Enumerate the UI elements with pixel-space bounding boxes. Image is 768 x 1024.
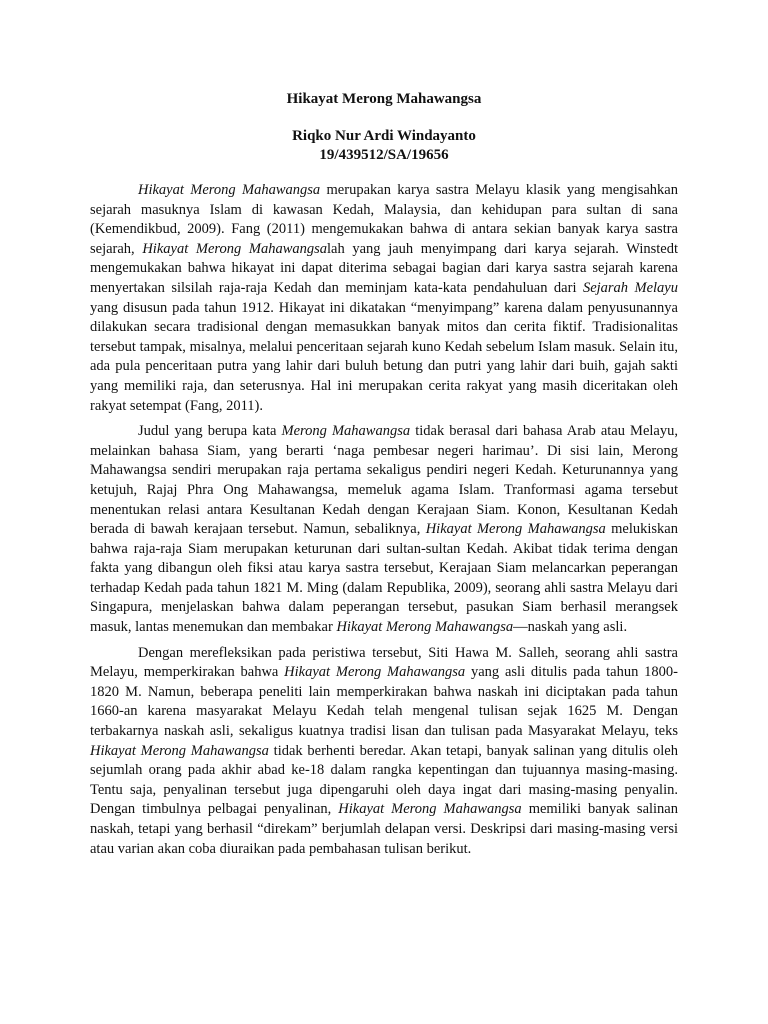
paragraph [90,422,678,638]
text-segment: merupakan karya sastra Melayu klasik yang mengisahkan sejarah masuknya Islam di kawasan Kedah, Malaysia, dan kehidupan para sultan di sana (Kemendikbud, 2009). Fang (2011) mengemukakan bahwa di antara sekian banyak karya sastra sejarah, [90,182,678,257]
italic-text-segment: Hikayat Merong Mahawangsa [338,801,522,818]
author-student-id: 19/439512/SA/19656 [319,147,449,163]
author-name: Riqko Nur Ardi Windayanto [292,128,476,144]
paragraph [90,181,678,416]
italic-text-segment: Hikayat Merong Mahawangsa [90,742,269,759]
italic-text-segment: Merong Mahawangsa [281,423,411,440]
paragraph [90,644,678,860]
text-segment: lah yang jauh menyimpang dari karya sejarah. Winstedt mengemukakan bahwa hikayat ini dapat diterima sebagai bagian dari karya sastra sejarah karena menyertakan silsilah raja-raja Kedah dan meminjam kata-kata pendahuluan dari [90,240,678,296]
italic-text-segment: Hikayat Merong Mahawangsa [284,664,466,681]
text-segment: tidak berhenti beredar. Akan tetapi, banyak salinan yang ditulis oleh sejumlah orang pada akhir abad ke-18 dalam rangka kepentingan dan tujuannya masing-masing. Tentu saja, penyalinan tersebut juga dipengaruhi oleh daya ingat dari masing-masing penyalin. Dengan timbulnya pelbagai penyalinan, [90,742,678,818]
text-segment: Judul yang berupa kata [138,423,282,440]
text-segment: melukiskan bahwa raja-raja Siam merupakan keturunan dari sultan-sultan Kedah. Akibat tidak terima dengan fakta yang dibangun oleh fiksi atau karya sastra tersebut, Kerajaan Siam melancarkan peperangan terhadap Kedah pada tahun 1821 M. Ming (dalam Republika, 2009), seorang ahli sastra Melayu dari Singapura, menjelaskan bahwa dalam peperangan tersebut, pasukan Siam berhasil merangsek masuk, lantas menemukan dan membakar [90,521,678,636]
italic-text-segment: Hikayat Merong Mahawangsa [138,182,321,198]
author-block [0,127,768,165]
document-title: Hikayat Merong Mahawangsa [286,91,482,107]
text-segment: yang asli ditulis pada tahun 1800-1820 M. Namun, beberapa peneliti lain memperkirakan bahwa naskah ini diciptakan pada tahun 1660-an karena masyarakat Melayu Kedah telah mengenal tulisan sejak 1625 M. Dengan terbakarnya naskah asli, sekaligus kuatnya tradisi lisan dan tulisan pada Masyarakat Melayu, teks [90,664,678,740]
text-segment: Dengan merefleksikan pada peristiwa tersebut, Siti Hawa M. Salleh, seorang ahli sastra Melayu, memperkirakan bahwa [90,644,678,681]
document-body [90,181,678,865]
text-segment: tidak berasal dari bahasa Arab atau Melayu, melainkan bahasa Siam, yang berarti ‘naga pembesar negeri harimau’. Di sisi lain, Merong Mahawangsa sendiri merupakan raja pertama sekaligus pendiri negeri Kedah. Keturunannya yang ketujuh, Rajaj Phra Ong Mahawangsa, memeluk agama Islam. Tranformasi agama tersebut menentukan relasi antara Kesultanan Kedah dengan Kerajaan Siam. Konon, Kesultanan Kedah berada di bawah kerajaan tersebut. Namun, sebaliknya, [90,423,678,538]
text-segment: yang disusun pada tahun 1912. Hikayat ini dikatakan “menyimpang” karena dalam penyusunannya dilakukan secara tradisional dengan memasukkan banyak mitos dan cerita fiktif. Tradisionalitas tersebut tampak, misalnya, melalui penceritaan sejarah kuno Kedah sebelum Islam masuk. Selain itu, ada pula penceritaan putra yang lahir dari buluh betung dan putri yang lahir dari buih, gajah sakti yang memiliki raja, dan seterusnya. Hal ini merupakan cerita rakyat yang masih diceritakan oleh rakyat setempat (Fang, 2011). [90,299,678,414]
text-segment: memiliki banyak salinan naskah, tetapi yang berhasil “direkam” berjumlah delapan versi. Deskripsi dari masing-masing versi atau varian akan coba diuraikan pada pembahasan tulisan berikut. [90,801,678,857]
italic-text-segment: Hikayat Merong Mahawangsa [425,521,606,538]
italic-text-segment: Sejarah Melayu [582,279,678,296]
text-segment: —naskah yang asli. [513,619,628,636]
italic-text-segment: Hikayat Merong Mahawangsa [336,619,514,636]
italic-text-segment: Hikayat Merong Mahawangsa [142,240,328,257]
